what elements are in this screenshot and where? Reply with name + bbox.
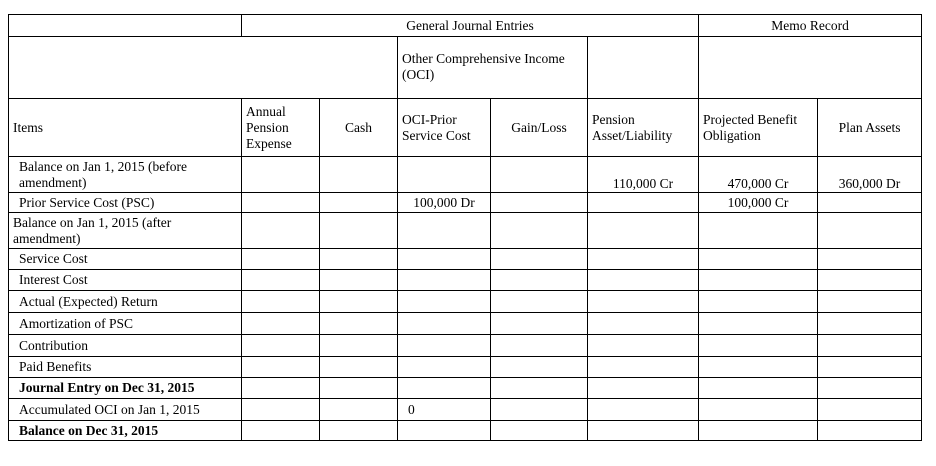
cell-pension: 110,000 Cr <box>588 157 699 193</box>
cell-gain-loss <box>491 399 588 421</box>
cell-expense <box>242 357 320 378</box>
pension-worksheet-table <box>8 14 922 441</box>
cell-oci-psc <box>398 357 491 378</box>
cell-pbo <box>699 378 818 399</box>
cell-cash <box>320 193 398 213</box>
cell-expense <box>242 193 320 213</box>
col-plan-assets: Plan Assets <box>818 99 922 157</box>
cell-expense <box>242 313 320 335</box>
cell-plan-assets <box>818 193 922 213</box>
column-header-row <box>9 99 922 157</box>
blank-cell <box>9 37 398 99</box>
table-row <box>9 378 922 399</box>
table-row <box>9 157 922 193</box>
cell-oci-psc <box>398 421 491 441</box>
table-row <box>9 421 922 441</box>
table-row <box>9 335 922 357</box>
col-pension-asset-liability: Pension Asset/Liability <box>588 99 699 157</box>
col-items: Items <box>9 99 242 157</box>
cell-gain-loss <box>491 270 588 291</box>
cell-cash <box>320 313 398 335</box>
cell-gain-loss <box>491 378 588 399</box>
row-label: Balance on Jan 1, 2015 (before amendment) <box>9 157 242 193</box>
blank-cell <box>699 37 922 99</box>
row-label: Actual (Expected) Return <box>9 291 242 313</box>
cell-pbo <box>699 335 818 357</box>
cell-cash <box>320 335 398 357</box>
row-label: Interest Cost <box>9 270 242 291</box>
cell-oci-psc <box>398 313 491 335</box>
cell-gain-loss <box>491 157 588 193</box>
cell-pension <box>588 421 699 441</box>
cell-cash <box>320 399 398 421</box>
cell-gain-loss <box>491 193 588 213</box>
cell-cash <box>320 291 398 313</box>
cell-expense <box>242 421 320 441</box>
cell-oci-psc <box>398 335 491 357</box>
cell-plan-assets <box>818 313 922 335</box>
cell-pbo <box>699 270 818 291</box>
cell-gain-loss <box>491 335 588 357</box>
oci-header-row <box>9 37 922 99</box>
table-row <box>9 249 922 270</box>
cell-plan-assets <box>818 291 922 313</box>
cell-expense <box>242 270 320 291</box>
cell-expense <box>242 335 320 357</box>
cell-pbo <box>699 249 818 270</box>
row-label: Paid Benefits <box>9 357 242 378</box>
row-label: Journal Entry on Dec 31, 2015 <box>9 378 242 399</box>
col-cash: Cash <box>320 99 398 157</box>
cell-oci-psc: 100,000 Dr <box>398 193 491 213</box>
table-row <box>9 357 922 378</box>
cell-pbo <box>699 399 818 421</box>
row-label: Amortization of PSC <box>9 313 242 335</box>
col-oci-prior-service-cost: OCI-Prior Service Cost <box>398 99 491 157</box>
cell-gain-loss <box>491 421 588 441</box>
table-row <box>9 270 922 291</box>
cell-pbo <box>699 357 818 378</box>
memo-record-header: Memo Record <box>699 15 922 37</box>
cell-pension <box>588 270 699 291</box>
cell-cash <box>320 249 398 270</box>
cell-oci-psc: 0 <box>398 399 491 421</box>
cell-plan-assets <box>818 378 922 399</box>
row-label: Balance on Dec 31, 2015 <box>9 421 242 441</box>
cell-expense <box>242 157 320 193</box>
group-header-row <box>9 15 922 37</box>
table-row <box>9 213 922 249</box>
cell-gain-loss <box>491 213 588 249</box>
row-label: Prior Service Cost (PSC) <box>9 193 242 213</box>
cell-pension <box>588 313 699 335</box>
cell-gain-loss <box>491 313 588 335</box>
cell-oci-psc <box>398 213 491 249</box>
blank-cell <box>588 37 699 99</box>
cell-pension <box>588 291 699 313</box>
cell-plan-assets <box>818 213 922 249</box>
cell-pension <box>588 335 699 357</box>
worksheet <box>8 14 922 441</box>
cell-expense <box>242 399 320 421</box>
cell-gain-loss <box>491 249 588 270</box>
cell-pension <box>588 193 699 213</box>
cell-oci-psc <box>398 157 491 193</box>
cell-plan-assets: 360,000 Dr <box>818 157 922 193</box>
general-journal-header: General Journal Entries <box>242 15 699 37</box>
cell-gain-loss <box>491 357 588 378</box>
cell-pension <box>588 357 699 378</box>
cell-plan-assets <box>818 399 922 421</box>
col-gain-loss: Gain/Loss <box>491 99 588 157</box>
cell-expense <box>242 249 320 270</box>
col-annual-pension-expense: Annual Pension Expense <box>242 99 320 157</box>
cell-oci-psc <box>398 270 491 291</box>
cell-cash <box>320 213 398 249</box>
cell-pbo: 100,000 Cr <box>699 193 818 213</box>
cell-cash <box>320 378 398 399</box>
cell-pension <box>588 399 699 421</box>
cell-gain-loss <box>491 291 588 313</box>
cell-oci-psc <box>398 291 491 313</box>
cell-plan-assets <box>818 335 922 357</box>
cell-expense <box>242 378 320 399</box>
cell-pbo <box>699 313 818 335</box>
blank-cell <box>9 15 242 37</box>
cell-pbo <box>699 213 818 249</box>
cell-pbo <box>699 421 818 441</box>
cell-pension <box>588 378 699 399</box>
row-label: Balance on Jan 1, 2015 (after amendment) <box>9 213 242 249</box>
table-row <box>9 193 922 213</box>
table-row <box>9 313 922 335</box>
col-projected-benefit-obligation: Projected Benefit Obligation <box>699 99 818 157</box>
cell-cash <box>320 157 398 193</box>
cell-oci-psc <box>398 378 491 399</box>
cell-cash <box>320 421 398 441</box>
cell-pbo <box>699 291 818 313</box>
cell-cash <box>320 270 398 291</box>
cell-plan-assets <box>818 249 922 270</box>
cell-expense <box>242 291 320 313</box>
row-label: Service Cost <box>9 249 242 270</box>
row-label: Accumulated OCI on Jan 1, 2015 <box>9 399 242 421</box>
cell-oci-psc <box>398 249 491 270</box>
cell-plan-assets <box>818 357 922 378</box>
oci-header: Other Comprehensive Income (OCI) <box>398 37 588 99</box>
cell-plan-assets <box>818 421 922 441</box>
cell-pension <box>588 213 699 249</box>
cell-pension <box>588 249 699 270</box>
cell-expense <box>242 213 320 249</box>
cell-plan-assets <box>818 270 922 291</box>
cell-cash <box>320 357 398 378</box>
table-row <box>9 291 922 313</box>
cell-pbo: 470,000 Cr <box>699 157 818 193</box>
table-row <box>9 399 922 421</box>
row-label: Contribution <box>9 335 242 357</box>
